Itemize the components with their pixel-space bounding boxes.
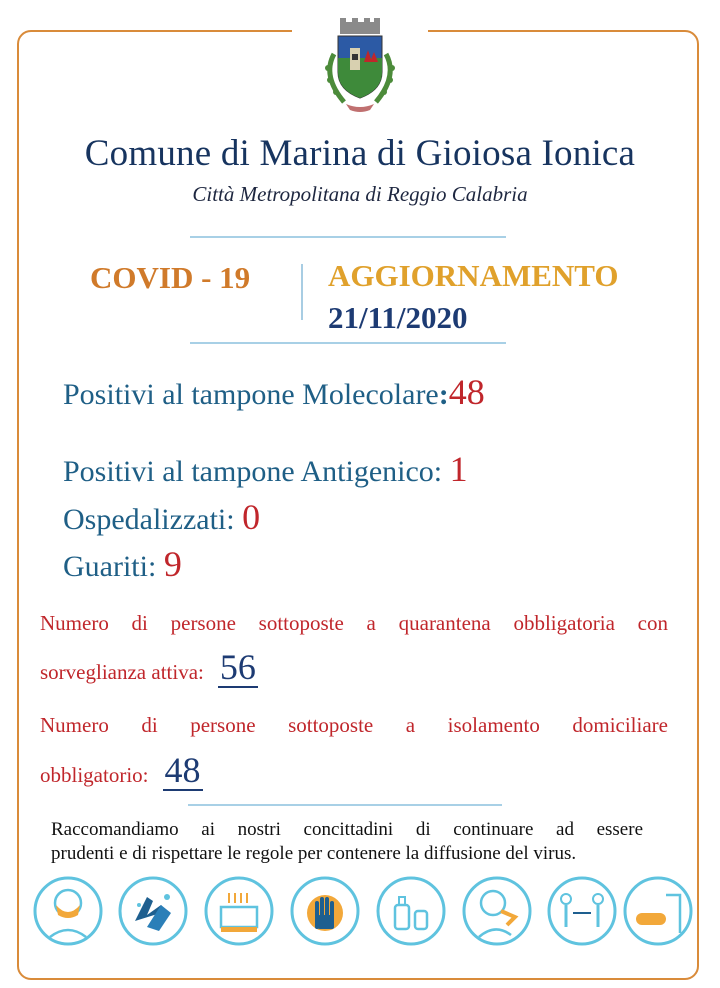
- stat-hospitalized: [63, 496, 260, 538]
- update-label: AGGIORNAMENTO: [328, 258, 619, 293]
- stat-value: 48: [448, 372, 485, 412]
- update-date: 21/11/2020: [328, 300, 468, 335]
- cough-elbow-icon: [461, 875, 533, 947]
- municipal-crest-icon: [300, 14, 420, 118]
- stat-value: 1: [449, 449, 468, 489]
- no-sharing-icon: [622, 875, 694, 947]
- stat-label: Positivi al tampone Molecolare: [63, 378, 439, 411]
- divider: [190, 236, 506, 238]
- stat-recovered: [63, 543, 182, 585]
- quarantine-label: sorveglianza attiva:: [40, 660, 204, 684]
- covid-label: COVID - 19: [90, 260, 251, 295]
- no-touch-icon: [289, 875, 361, 947]
- divider: [190, 342, 506, 344]
- isolation-text-line2: [40, 751, 203, 791]
- stat-label: Ospedalizzati:: [63, 503, 235, 536]
- stat-separator: :: [438, 378, 449, 411]
- safety-icons-row: [32, 875, 692, 955]
- face-mask-icon: [32, 875, 104, 947]
- stat-label: Positivi al tampone Antigenico:: [63, 455, 443, 488]
- page-subtitle: Città Metropolitana di Reggio Calabria: [192, 182, 528, 206]
- quarantine-text: Numero di persone sottoposte a quarantena obbligatoria con: [40, 611, 668, 635]
- divider: [188, 804, 502, 806]
- quarantine-value: 56: [219, 647, 256, 687]
- isolation-label: obbligatorio:: [40, 763, 149, 787]
- advice-text-line2: prudenti e di rispettare le regole per contenere la diffusione del virus.: [51, 843, 577, 864]
- sanitizer-icon: [375, 875, 447, 947]
- page-title: Comune di Marina di Gioiosa Ionica: [84, 133, 636, 174]
- stat-label: Guariti:: [63, 550, 157, 583]
- advice-text: Raccomandiamo ai nostri concittadini di continuare ad essere: [51, 819, 643, 840]
- isolation-value: 48: [164, 750, 201, 790]
- stat-value: 0: [242, 497, 261, 537]
- isolation-text: Numero di persone sottoposte a isolamento domiciliare: [40, 713, 668, 737]
- social-distance-icon: [546, 875, 618, 947]
- banner-separator: [301, 264, 303, 320]
- stat-antigenic: [63, 448, 468, 490]
- stat-value: 9: [163, 544, 182, 584]
- disinfect-surfaces-icon: [203, 875, 275, 947]
- quarantine-text-line2: [40, 648, 258, 688]
- hand-wash-icon: [117, 875, 189, 947]
- stat-molecular: [63, 371, 485, 413]
